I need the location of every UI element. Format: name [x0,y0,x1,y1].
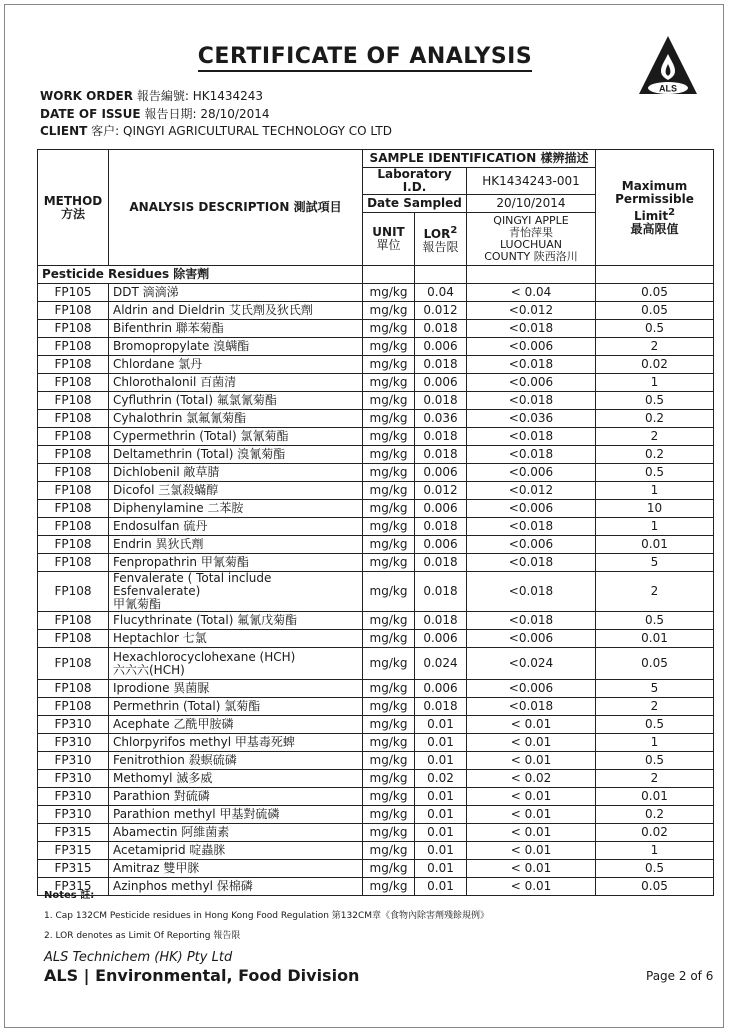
unit-cell: mg/kg [363,518,415,536]
method-cell: FP108 [38,518,109,536]
max-limit-cell: 0.02 [596,356,714,374]
method-cell: FP108 [38,482,109,500]
description-cell: Dichlobenil 敵草腈 [109,464,363,482]
sample-id-header: SAMPLE IDENTIFICATION 樣辨描述 [363,150,596,168]
result-cell: < 0.02 [467,770,596,788]
method-cell: FP108 [38,320,109,338]
description-cell: Aldrin and Dieldrin 艾氏劑及狄氏劑 [109,302,363,320]
date-of-issue: DATE OF ISSUE 報告日期: 28/10/2014 [40,107,270,121]
max-limit-cell: 1 [596,842,714,860]
result-cell: <0.018 [467,698,596,716]
lor-cell: 0.01 [415,860,467,878]
lor-cell: 0.01 [415,788,467,806]
table-row [38,860,714,878]
description-cell: Iprodione 異菌脲 [109,680,363,698]
description-cell: Acetamiprid 啶蟲脒 [109,842,363,860]
lor-cell: 0.006 [415,630,467,648]
description-cell: Bifenthrin 聯苯菊酯 [109,320,363,338]
description-cell: Dicofol 三氯殺蟎醇 [109,482,363,500]
table-row [38,806,714,824]
lab-id-label: Laboratory I.D. [363,168,467,195]
result-cell: < 0.01 [467,716,596,734]
max-limit-cell: 0.2 [596,806,714,824]
method-cell: FP108 [38,554,109,572]
max-limit-cell: 0.5 [596,320,714,338]
result-cell: <0.018 [467,428,596,446]
max-limit-cell: 2 [596,572,714,612]
description-cell: Bromopropylate 溴螨酯 [109,338,363,356]
description-cell: Cyhalothrin 氯氟氰菊酯 [109,410,363,428]
method-cell: FP310 [38,770,109,788]
max-limit-cell: 0.5 [596,860,714,878]
description-cell: Abamectin 阿維菌素 [109,824,363,842]
result-cell: < 0.04 [467,284,596,302]
unit-cell: mg/kg [363,648,415,680]
description-cell: Permethrin (Total) 氯菊酯 [109,698,363,716]
table-row [38,680,714,698]
table-row [38,374,714,392]
description-cell: Fenitrothion 殺螟硫磷 [109,752,363,770]
method-cell: FP315 [38,860,109,878]
result-cell: <0.006 [467,464,596,482]
method-cell: FP108 [38,392,109,410]
method-cell: FP108 [38,698,109,716]
result-cell: <0.018 [467,554,596,572]
method-cell: FP108 [38,302,109,320]
method-cell: FP108 [38,410,109,428]
description-cell: Hexachlorocyclohexane (HCH) 六六六(HCH) [109,648,363,680]
table-row [38,536,714,554]
max-limit-cell: 2 [596,428,714,446]
result-cell: < 0.01 [467,734,596,752]
unit-cell: mg/kg [363,680,415,698]
method-cell: FP310 [38,752,109,770]
max-limit-cell: 1 [596,482,714,500]
description-cell: Methomyl 滅多威 [109,770,363,788]
lor-cell: 0.018 [415,446,467,464]
max-limit-cell: 0.01 [596,630,714,648]
division-name: ALS | Environmental, Food Division [44,966,360,985]
unit-cell: mg/kg [363,356,415,374]
unit-cell: mg/kg [363,410,415,428]
description-cell: Fenvalerate ( Total include Esfenvalerate) 甲氰菊酯 [109,572,363,612]
client: CLIENT 客户: QINGYI AGRICULTURAL TECHNOLOGY CO LTD [40,124,392,138]
unit-cell: mg/kg [363,878,415,896]
max-limit-cell: 5 [596,554,714,572]
max-limit-cell: 0.05 [596,302,714,320]
unit-cell: mg/kg [363,716,415,734]
work-order: WORK ORDER 報告編號: HK1434243 [40,89,264,103]
table-row [38,698,714,716]
result-cell: < 0.01 [467,788,596,806]
unit-cell: mg/kg [363,446,415,464]
lor-cell: 0.01 [415,752,467,770]
result-cell: <0.012 [467,482,596,500]
max-limit-cell: 2 [596,698,714,716]
max-limit-cell: 2 [596,338,714,356]
table-row [38,648,714,680]
description-cell: DDT 滴滴涕 [109,284,363,302]
method-cell: FP108 [38,356,109,374]
table-row [38,446,714,464]
lor-cell: 0.018 [415,572,467,612]
table-row [38,554,714,572]
description-cell: Deltamethrin (Total) 溴氰菊酯 [109,446,363,464]
table-row [38,716,714,734]
result-cell: < 0.01 [467,824,596,842]
unit-cell: mg/kg [363,770,415,788]
table-row [38,356,714,374]
max-limit-cell: 0.5 [596,612,714,630]
notes-heading: Notes 註: [44,890,95,901]
table-row [38,284,714,302]
unit-cell: mg/kg [363,428,415,446]
lor-cell: 0.018 [415,392,467,410]
table-row [38,770,714,788]
description-cell: Fenpropathrin 甲氰菊酯 [109,554,363,572]
method-cell: FP108 [38,374,109,392]
table-row [38,392,714,410]
document-title: CERTIFICATE OF ANALYSIS [0,44,730,69]
unit-cell: mg/kg [363,374,415,392]
unit-cell: mg/kg [363,698,415,716]
description-cell: Cypermethrin (Total) 氯氰菊酯 [109,428,363,446]
method-cell: FP310 [38,734,109,752]
max-limit-cell: 0.05 [596,878,714,896]
max-limit-cell: 1 [596,374,714,392]
description-cell: Endrin 異狄氏劑 [109,536,363,554]
unit-cell: mg/kg [363,284,415,302]
description-cell: Acephate 乙酰甲胺磷 [109,716,363,734]
method-cell: FP108 [38,612,109,630]
table-row [38,572,714,612]
table-row [38,482,714,500]
table-row [38,302,714,320]
max-limit-cell: 0.2 [596,446,714,464]
lor-cell: 0.018 [415,518,467,536]
result-cell: <0.018 [467,612,596,630]
method-cell: FP310 [38,788,109,806]
table-row [38,410,714,428]
unit-cell: mg/kg [363,464,415,482]
result-cell: <0.036 [467,410,596,428]
table-row [38,320,714,338]
result-cell: <0.018 [467,392,596,410]
max-limit-header: Maximum Permissible Limit$^2$ 最高限值 [596,150,714,266]
unit-cell: mg/kg [363,788,415,806]
result-cell: <0.018 [467,320,596,338]
date-sampled-value: 20/10/2014 [467,195,596,213]
unit-cell: mg/kg [363,806,415,824]
company-name: ALS Technichem (HK) Pty Ltd [44,950,233,965]
table-row [38,338,714,356]
unit-cell: mg/kg [363,842,415,860]
result-cell: <0.018 [467,518,596,536]
description-cell: Parathion 對硫磷 [109,788,363,806]
description-cell: Parathion methyl 甲基對硫磷 [109,806,363,824]
method-cell: FP108 [38,680,109,698]
unit-cell: mg/kg [363,612,415,630]
table-row [38,428,714,446]
lor-cell: 0.036 [415,410,467,428]
table-row [38,630,714,648]
max-limit-cell: 0.05 [596,284,714,302]
lor-cell: 0.018 [415,356,467,374]
note-item: 2. LOR denotes as Limit Of Reporting 報告限 [44,931,241,941]
lor-cell: 0.006 [415,536,467,554]
result-cell: <0.006 [467,630,596,648]
unit-cell: mg/kg [363,482,415,500]
table-row [38,734,714,752]
lor-cell: 0.04 [415,284,467,302]
result-cell: < 0.01 [467,842,596,860]
max-limit-cell: 0.05 [596,648,714,680]
result-cell: <0.006 [467,680,596,698]
result-cell: <0.006 [467,374,596,392]
method-cell: FP108 [38,464,109,482]
result-cell: <0.006 [467,500,596,518]
method-cell: FP108 [38,630,109,648]
method-header: METHOD 方法 [38,150,109,266]
result-cell: < 0.01 [467,878,596,896]
max-limit-cell: 0.02 [596,824,714,842]
max-limit-cell: 0.01 [596,536,714,554]
description-cell: Chlordane 氯丹 [109,356,363,374]
lor-cell: 0.018 [415,612,467,630]
lor-cell: 0.01 [415,842,467,860]
lor-cell: 0.006 [415,464,467,482]
method-cell: FP108 [38,338,109,356]
method-cell: FP310 [38,806,109,824]
result-cell: < 0.01 [467,752,596,770]
analysis-table [37,149,714,896]
max-limit-cell: 5 [596,680,714,698]
method-cell: FP108 [38,500,109,518]
method-cell: FP108 [38,572,109,612]
max-limit-cell: 0.01 [596,788,714,806]
note-item: 1. Cap 132CM Pesticide residues in Hong Kong Food Regulation 第132CM章《食物內除害劑殘餘規例》 [44,911,490,921]
lor-cell: 0.006 [415,680,467,698]
svg-text:ALS: ALS [659,83,677,94]
max-limit-cell: 1 [596,734,714,752]
unit-cell: mg/kg [363,734,415,752]
lor-cell: 0.018 [415,554,467,572]
description-cell: Diphenylamine 二苯胺 [109,500,363,518]
lor-cell: 0.006 [415,500,467,518]
method-cell: FP315 [38,842,109,860]
lor-cell: 0.006 [415,338,467,356]
unit-header: UNIT 單位 [363,213,415,266]
table-row [38,500,714,518]
sample-description: QINGYI APPLE 青怡萍果 LUOCHUAN COUNTY 陝西洛川 [467,213,596,266]
result-cell: < 0.01 [467,860,596,878]
max-limit-cell: 1 [596,518,714,536]
unit-cell: mg/kg [363,630,415,648]
lab-id-value: HK1434243-001 [467,168,596,195]
table-row [38,464,714,482]
lor-cell: 0.01 [415,734,467,752]
description-cell: Azinphos methyl 保棉磷 [109,878,363,896]
lor-cell: 0.01 [415,824,467,842]
result-cell: <0.006 [467,536,596,554]
method-cell: FP108 [38,446,109,464]
table-row [38,752,714,770]
method-cell: FP105 [38,284,109,302]
method-cell: FP315 [38,878,109,896]
table-row [38,612,714,630]
lor-cell: 0.018 [415,320,467,338]
unit-cell: mg/kg [363,554,415,572]
description-cell: Chlorothalonil 百菌清 [109,374,363,392]
unit-cell: mg/kg [363,752,415,770]
method-cell: FP108 [38,428,109,446]
result-cell: <0.006 [467,338,596,356]
method-cell: FP108 [38,648,109,680]
max-limit-cell: 2 [596,770,714,788]
max-limit-cell: 0.5 [596,716,714,734]
result-cell: <0.018 [467,572,596,612]
unit-cell: mg/kg [363,572,415,612]
table-row [38,824,714,842]
table-row [38,518,714,536]
unit-cell: mg/kg [363,302,415,320]
description-header: ANALYSIS DESCRIPTION 測試項目 [109,150,363,266]
result-cell: <0.024 [467,648,596,680]
max-limit-cell: 0.2 [596,410,714,428]
client-value: QINGYI AGRICULTURAL TECHNOLOGY CO LTD [123,124,392,138]
max-limit-cell: 10 [596,500,714,518]
method-cell: FP108 [38,536,109,554]
table-row [38,842,714,860]
lor-cell: 0.006 [415,374,467,392]
group-label: Pesticide Residues 除害劑 [38,266,363,284]
als-logo [637,34,699,98]
result-cell: < 0.01 [467,806,596,824]
work-order-value: HK1434243 [192,89,264,103]
unit-cell: mg/kg [363,392,415,410]
unit-cell: mg/kg [363,536,415,554]
max-limit-cell: 0.5 [596,752,714,770]
lor-header: LOR$^2$ 報告限 [415,213,467,266]
description-cell: Chlorpyrifos methyl 甲基毒死蜱 [109,734,363,752]
method-cell: FP315 [38,824,109,842]
max-limit-cell: 0.5 [596,464,714,482]
lor-cell: 0.02 [415,770,467,788]
lor-cell: 0.01 [415,716,467,734]
issue-date-value: 28/10/2014 [200,107,270,121]
page-number: Page 2 of 6 [646,969,714,983]
lor-cell: 0.024 [415,648,467,680]
lor-cell: 0.01 [415,878,467,896]
unit-cell: mg/kg [363,338,415,356]
notes [44,886,489,941]
method-cell: FP310 [38,716,109,734]
result-cell: <0.012 [467,302,596,320]
lor-cell: 0.012 [415,302,467,320]
lor-cell: 0.012 [415,482,467,500]
description-cell: Endosulfan 硫丹 [109,518,363,536]
description-cell: Heptachlor 七氯 [109,630,363,648]
date-sampled-label: Date Sampled [363,195,467,213]
result-cell: <0.018 [467,356,596,374]
description-cell: Cyfluthrin (Total) 氟氯氰菊酯 [109,392,363,410]
unit-cell: mg/kg [363,824,415,842]
unit-cell: mg/kg [363,320,415,338]
description-cell: Amitraz 雙甲脒 [109,860,363,878]
lor-cell: 0.01 [415,806,467,824]
result-cell: <0.018 [467,446,596,464]
unit-cell: mg/kg [363,500,415,518]
lor-cell: 0.018 [415,698,467,716]
lor-cell: 0.018 [415,428,467,446]
unit-cell: mg/kg [363,860,415,878]
max-limit-cell: 0.5 [596,392,714,410]
table-row [38,788,714,806]
description-cell: Flucythrinate (Total) 氟氰戊菊酯 [109,612,363,630]
